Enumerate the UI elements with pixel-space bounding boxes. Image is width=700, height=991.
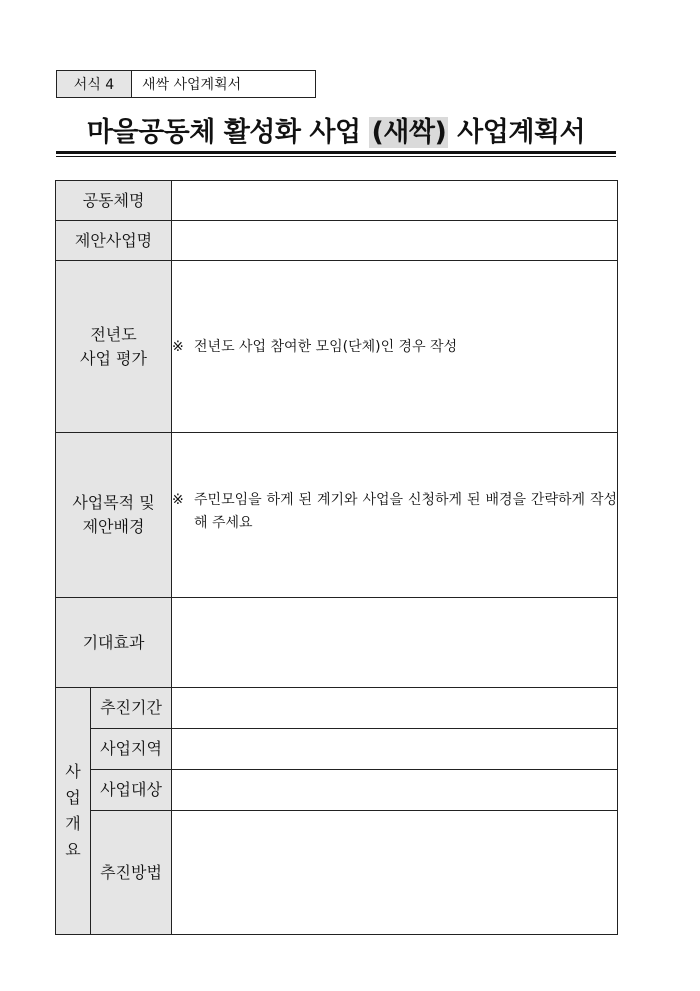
prev-eval-label-line1: 전년도 <box>90 324 137 344</box>
row-purpose <box>56 433 618 598</box>
form-number-tag <box>56 70 316 98</box>
community-name-label: 공동체명 <box>56 181 172 221</box>
prev-eval-label-line2: 사업 평가 <box>80 348 147 368</box>
row-prev-eval <box>56 261 618 433</box>
project-name-field[interactable] <box>172 221 618 261</box>
form-number: 서식 4 <box>57 71 132 97</box>
target-field[interactable] <box>172 770 618 811</box>
row-target <box>56 770 618 811</box>
reference-mark-icon: ※ <box>172 339 184 355</box>
title-suffix: 사업계획서 <box>448 117 586 148</box>
area-field[interactable] <box>172 729 618 770</box>
prev-eval-note-text: 전년도 사업 참여한 모임(단체)인 경우 작성 <box>194 339 458 355</box>
overview-char-3: 개 <box>65 814 81 833</box>
effect-label: 기대효과 <box>56 598 172 688</box>
purpose-label-line1: 사업목적 및 <box>72 493 155 512</box>
row-period <box>56 688 618 729</box>
title-rule-thick <box>56 151 616 154</box>
target-label: 사업대상 <box>91 770 172 811</box>
title-highlight: (새싹) <box>371 117 447 148</box>
method-label: 추진방법 <box>91 811 172 935</box>
purpose-label-line2: 제안배경 <box>82 517 145 536</box>
reference-mark-icon: ※ <box>172 492 184 508</box>
purpose-label <box>56 433 172 598</box>
plan-table <box>55 180 618 935</box>
title-rule-thin <box>56 156 616 157</box>
document-title <box>56 110 616 149</box>
row-area <box>56 729 618 770</box>
project-name-label: 제안사업명 <box>56 221 172 261</box>
effect-field[interactable] <box>172 598 618 688</box>
overview-char-1: 사 <box>65 762 81 781</box>
overview-char-2: 업 <box>65 788 81 807</box>
prev-eval-field[interactable] <box>172 261 618 433</box>
community-name-field[interactable] <box>172 181 618 221</box>
prev-eval-label <box>56 261 172 433</box>
purpose-note-text: 주민모임을 하게 된 계기와 사업을 신청하게 된 배경을 간략하게 작성해 주세요 <box>194 492 618 531</box>
method-field[interactable] <box>172 811 618 935</box>
purpose-field[interactable] <box>172 433 618 598</box>
title-main: 마을공동체 활성화 사업 <box>86 117 370 148</box>
form-name: 새싹 사업계획서 <box>142 77 242 93</box>
period-field[interactable] <box>172 688 618 729</box>
period-label: 추진기간 <box>91 688 172 729</box>
row-community-name <box>56 181 618 221</box>
row-effect <box>56 598 618 688</box>
purpose-note <box>172 489 617 535</box>
overview-group-label <box>56 688 91 935</box>
area-label: 사업지역 <box>91 729 172 770</box>
row-method <box>56 811 618 935</box>
row-project-name <box>56 221 618 261</box>
overview-char-4: 요 <box>65 840 81 859</box>
prev-eval-note <box>172 336 617 359</box>
